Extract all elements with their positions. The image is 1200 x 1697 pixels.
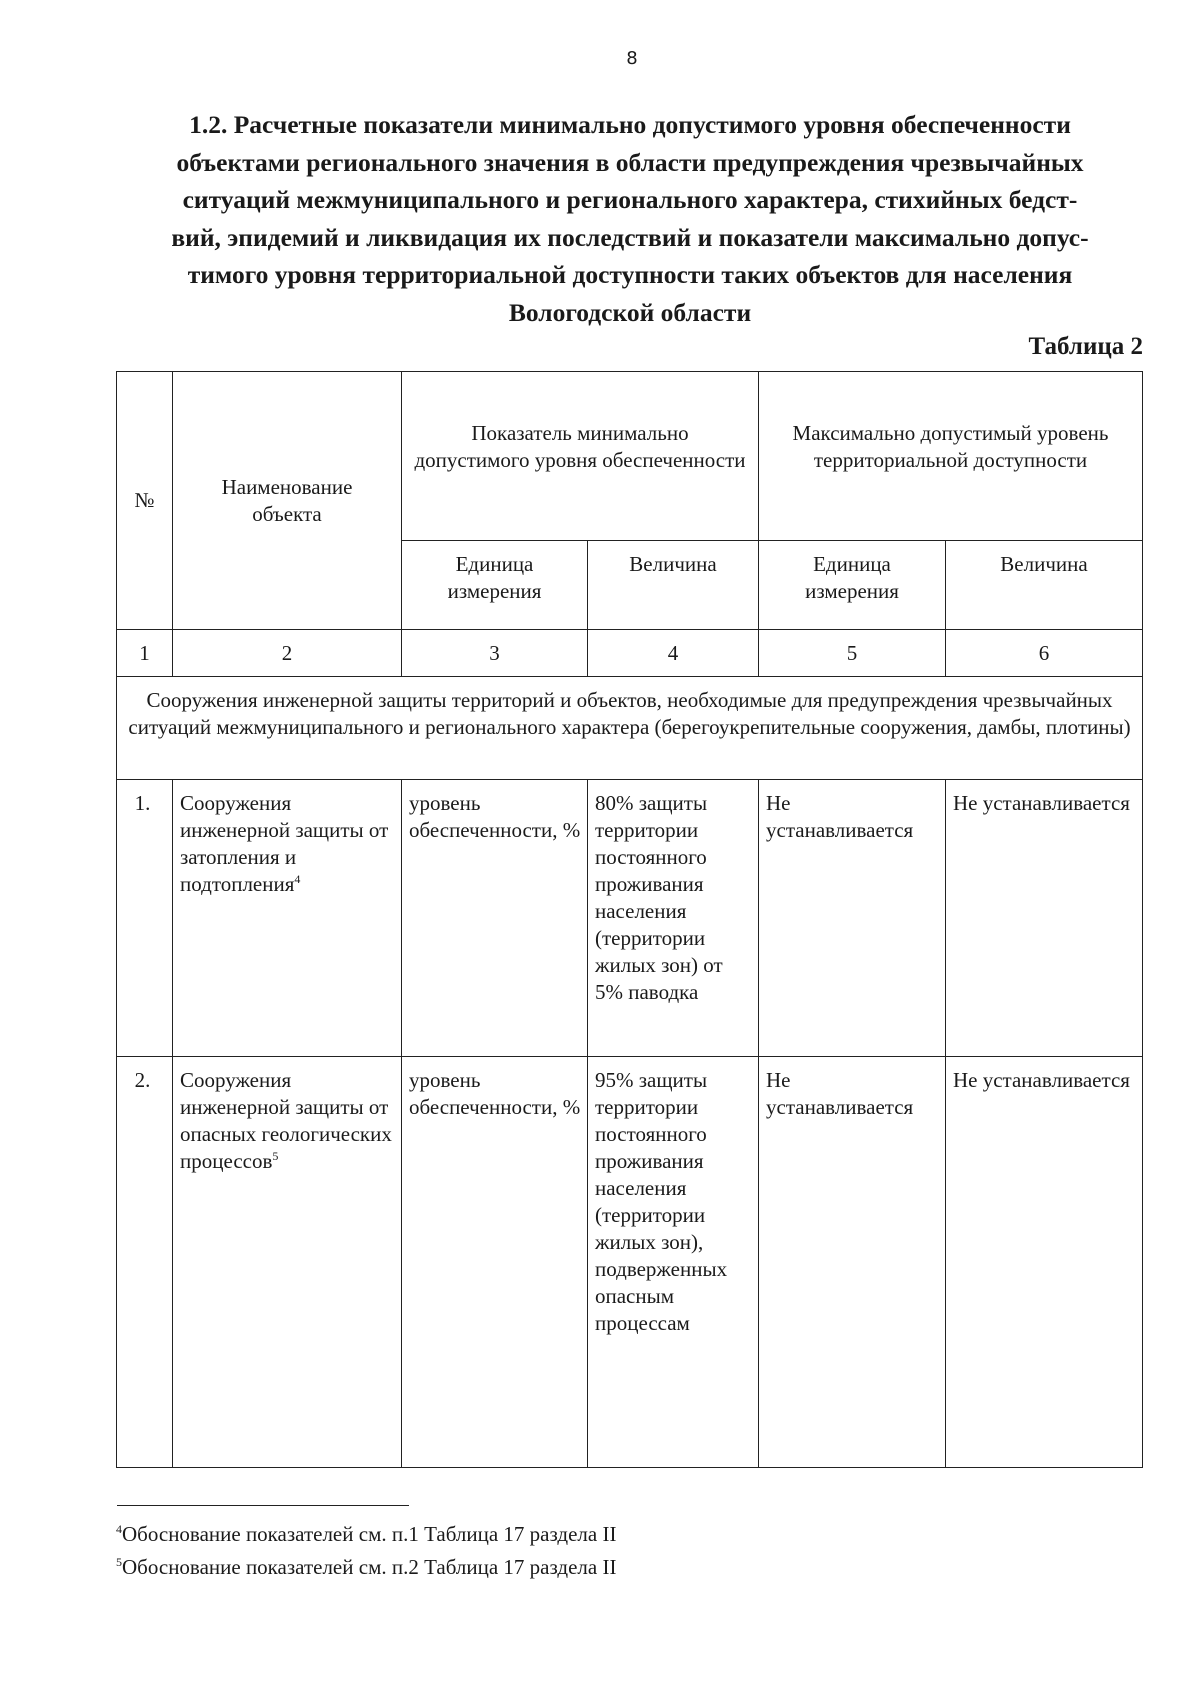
row-name-text: Сооружения инженерной защиты от опасных геологических процессов — [180, 1068, 392, 1173]
footnote-mark: 4 — [116, 1522, 122, 1536]
row-unit-min: уровень обеспеченности, % — [402, 1057, 588, 1468]
page-number: 8 — [626, 48, 638, 69]
header-max-level — [759, 372, 1143, 541]
footnote-text: Обоснование показателей см. п.1 Таблица 17 раздела II — [122, 1522, 617, 1546]
section-title — [100, 106, 1160, 331]
subheader-value-2 — [946, 541, 1143, 630]
subheader-unit-1-label: Единица измерения — [447, 552, 542, 603]
header-no — [117, 372, 173, 630]
column-number-row — [117, 630, 1143, 677]
column-number: 1 — [117, 630, 173, 677]
header-max-level-label: Максимально допустимый уровень территориальной доступности — [792, 421, 1109, 472]
footnote-mark: 5 — [116, 1555, 122, 1569]
title-line: 1.2. Расчетные показатели минимально допустимого уровня обеспеченности — [189, 110, 1071, 139]
footnote-text: Обоснование показателей см. п.2 Таблица 17 раздела II — [122, 1555, 617, 1579]
footnote — [116, 1518, 616, 1551]
title-line: тимого уровня территориальной доступности таких объектов для населения — [187, 260, 1073, 289]
section-heading: Сооружения инженерной защиты территорий и объектов, необходимые для предупреждения чрезвычайных ситуаций межмуниципального и регионального характера (берегоукрепительные сооружения, дамбы, плотины) — [117, 677, 1143, 780]
row-number: 1. — [117, 780, 173, 1057]
subheader-value-2-label: Величина — [1000, 552, 1088, 576]
column-number: 6 — [946, 630, 1143, 677]
table-label: Таблица 2 — [1028, 333, 1143, 360]
title-line: объектами регионального значения в области предупреждения чрезвычайных — [176, 147, 1084, 177]
row-value-max: Не устанавливается — [946, 1057, 1143, 1468]
table-row — [117, 1057, 1143, 1468]
row-number: 2. — [117, 1057, 173, 1468]
row-name-text: Сооружения инженерной защиты от затопления и подтопления — [180, 791, 389, 896]
footnote — [116, 1551, 616, 1584]
row-value-max: Не устанавливается — [946, 780, 1143, 1057]
subheader-unit-2 — [759, 541, 946, 630]
header-no-label: № — [134, 488, 155, 512]
title-line: ситуаций межмуниципального и регионального характера, стихийных бедст- — [182, 185, 1078, 214]
subheader-value-1 — [588, 541, 759, 630]
subheader-value-1-label: Величина — [629, 552, 717, 576]
column-number: 3 — [402, 630, 588, 677]
footnote-divider — [117, 1505, 409, 1506]
table-header-row — [117, 372, 1143, 541]
subheader-unit-1 — [402, 541, 588, 630]
title-line: Вологодской области — [508, 297, 752, 327]
standards-table — [116, 371, 1143, 1468]
header-min-level — [402, 372, 759, 541]
header-name-label: Наименование объекта — [221, 474, 353, 526]
row-unit-min: уровень обеспеченности, % — [402, 780, 588, 1057]
column-number: 4 — [588, 630, 759, 677]
row-name — [173, 1057, 402, 1468]
row-name — [173, 780, 402, 1057]
footnotes — [116, 1518, 616, 1584]
column-number: 2 — [173, 630, 402, 677]
table-row — [117, 780, 1143, 1057]
footnote-ref: 5 — [272, 1149, 279, 1163]
header-name — [173, 372, 402, 630]
row-value-min: 95% защиты территории постоянного проживания населения (территории жилых зон), подверженных опасным процессам — [588, 1057, 759, 1468]
column-number: 5 — [759, 630, 946, 677]
title-line: вий, эпидемий и ликвидация их последствий и показатели максимально допус- — [171, 222, 1089, 252]
row-unit-max: Не устанавливается — [759, 780, 946, 1057]
row-unit-max: Не устанавливается — [759, 1057, 946, 1468]
footnote-ref: 4 — [294, 872, 301, 886]
row-value-min: 80% защиты территории постоянного проживания населения (территории жилых зон) от 5% паводка — [588, 780, 759, 1057]
header-min-level-label: Показатель минимально допустимого уровня обеспеченности — [414, 421, 746, 472]
section-row — [117, 677, 1143, 780]
subheader-unit-2-label: Единица измерения — [805, 552, 899, 603]
